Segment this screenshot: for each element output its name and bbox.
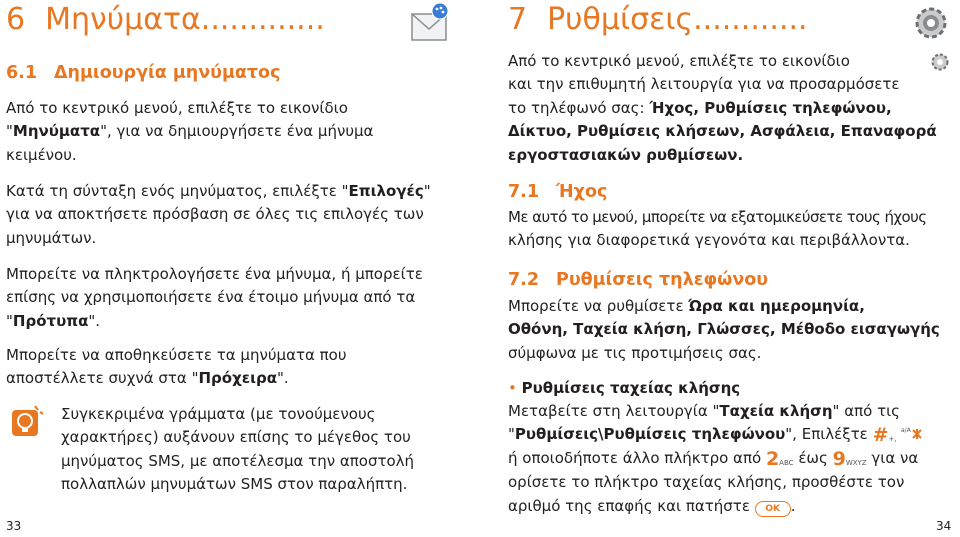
- text-span: Από το κεντρικό μενού, επιλέξτε το εικονίδιο: [508, 52, 850, 70]
- settings-gear-icon: [912, 4, 950, 42]
- text-line: Κατά τη σύνταξη ενός μηνύματος, επιλέξτε "Επιλογές": [6, 182, 431, 200]
- text-span: ή οποιοδήποτε άλλο πλήκτρο από: [508, 449, 762, 468]
- chapter-6-heading: [6, 0, 325, 40]
- text-line: κειμένου.: [6, 145, 77, 164]
- text-line: ορίσετε το πλήκτρο ταχείας κλήσης, προσθέστε τον: [508, 473, 905, 492]
- chapter-title: Μηνύματα.............: [45, 2, 325, 37]
- phone-settings-paragraph: [508, 295, 954, 365]
- text-line: αποστέλλετε συχνά στα "Πρόχειρα".: [6, 369, 289, 388]
- key-label: 9: [832, 448, 846, 471]
- section-6-1-heading: [6, 62, 280, 84]
- text-line: "Ρυθμίσεις\Ρυθμίσεις τηλεφώνου", Επιλέξτε #+, a/A: [508, 423, 954, 447]
- key-2-icon: 2ABC: [765, 448, 794, 471]
- star-key-icon: [901, 426, 923, 440]
- text-line: σύμφωνα με τις προτιμήσεις σας.: [508, 343, 762, 362]
- section-title: Ήχος: [556, 182, 608, 202]
- settings-gear-inline-icon: [930, 52, 950, 72]
- bullet: •: [508, 379, 517, 397]
- key-label: 2: [765, 448, 780, 471]
- paragraph-create-message: [6, 97, 451, 167]
- text-line: εργοστασιακών ρυθμίσεων.: [508, 145, 744, 164]
- right-page: [508, 0, 954, 537]
- text-line: κλήσης για διαφορετικά γεγονότα και περιβάλλοντα.: [508, 231, 910, 250]
- page-number-left: 33: [6, 519, 22, 533]
- key-label: #: [872, 424, 889, 447]
- text-line: Από το κεντρικό μενού, επιλέξτε το εικονίδιο: [6, 99, 348, 117]
- paragraph-options: [6, 180, 451, 250]
- text-line: "Μηνύματα", για να δημιουργήσετε ένα μήνυμα: [6, 122, 374, 141]
- text-span: αριθμό της επαφής και πατήστε: [508, 496, 750, 515]
- speed-dial-title: [508, 377, 954, 400]
- text-line: Οθόνη, Ταχεία κλήση, Γλώσσες, Μέθοδο εισαγωγής: [508, 320, 940, 339]
- text-line: χαρακτήρες) αυξάνουν επίσης το μέγεθος του: [61, 428, 411, 447]
- paragraph-templates: [6, 263, 451, 333]
- text-line: Μπορείτε να πληκτρολογήσετε ένα μήνυμα, ή μπορείτε: [6, 265, 423, 283]
- text-span: .: [790, 496, 796, 515]
- text-line: [508, 447, 954, 471]
- text-line: Δίκτυο, Ρυθμίσεις κλήσεων, Ασφάλεια, Επαναφορά: [508, 122, 937, 141]
- section-title: Ρυθμίσεις τηλεφώνου: [556, 270, 769, 290]
- chapter-number: 6: [6, 2, 26, 37]
- text-line: το τηλέφωνό σας: Ήχος, Ρυθμίσεις τηλεφώνου,: [508, 98, 892, 117]
- text-line: για να αποκτήσετε πρόσβαση σε όλες τις επιλογές των: [6, 205, 424, 224]
- text-line: πολλαπλών μηνυμάτων SMS στον παραλήπτη.: [61, 475, 408, 494]
- settings-intro-paragraph: [508, 50, 954, 167]
- messages-envelope-icon: [410, 2, 450, 44]
- section-number: 6.1: [6, 63, 38, 83]
- text-line: Μεταβείτε στη λειτουργία "Ταχεία κλήση" από τις: [508, 402, 900, 420]
- text-line: μηνύματος SMS, με αποτέλεσμα την αποστολή: [61, 451, 415, 470]
- text-line: Μπορείτε να αποθηκεύσετε τα μηνύματα που: [6, 346, 347, 364]
- text-line: Συγκεκριμένα γράμματα (με τονούμενους: [61, 405, 376, 423]
- svg-text:a/A: a/A: [901, 427, 912, 435]
- paragraph-drafts: [6, 344, 451, 391]
- text-line: Με αυτό το μενού, μπορείτε να εξατομικεύσετε τους ήχους: [508, 208, 927, 226]
- section-number: 7.2: [508, 270, 540, 290]
- ok-key-icon: OK: [755, 501, 791, 517]
- text-line: μηνυμάτων.: [6, 228, 97, 247]
- section-number: 7.1: [508, 182, 540, 202]
- hash-key-icon: #+,: [872, 424, 897, 447]
- chapter-title: Ρυθμίσεις............: [547, 2, 808, 37]
- text-span: για να: [871, 449, 919, 468]
- page-number-right: 34: [936, 519, 952, 533]
- section-7-1-heading: [508, 181, 607, 203]
- text-line: και την επιθυμητή λειτουργία για να προσαρμόσετε: [508, 75, 900, 94]
- text-line: επίσης να χρησιμοποιήσετε ένα έτοιμο μήνυμα από τα: [6, 288, 416, 307]
- text-line: Μπορείτε να ρυθμίσετε Ώρα και ημερομηνία,: [508, 297, 865, 315]
- tip-paragraph: [61, 403, 451, 497]
- section-title: Δημιουργία μηνύματος: [54, 63, 281, 83]
- key-9-icon: 9WXYZ: [832, 448, 867, 471]
- left-page: [6, 0, 451, 537]
- text-line: [508, 50, 954, 73]
- text-line: [508, 495, 954, 518]
- chapter-number: 7: [508, 2, 528, 37]
- section-7-2-heading: [508, 269, 768, 291]
- text-line: "Πρότυπα".: [6, 311, 101, 330]
- speed-dial-paragraph: [508, 400, 954, 518]
- sound-paragraph: [508, 206, 954, 253]
- chapter-7-heading: [508, 0, 808, 40]
- text-span: έως: [798, 449, 828, 468]
- tip-lightbulb-icon: [9, 404, 43, 442]
- speed-dial-heading: Ρυθμίσεις ταχείας κλήσης: [521, 379, 741, 397]
